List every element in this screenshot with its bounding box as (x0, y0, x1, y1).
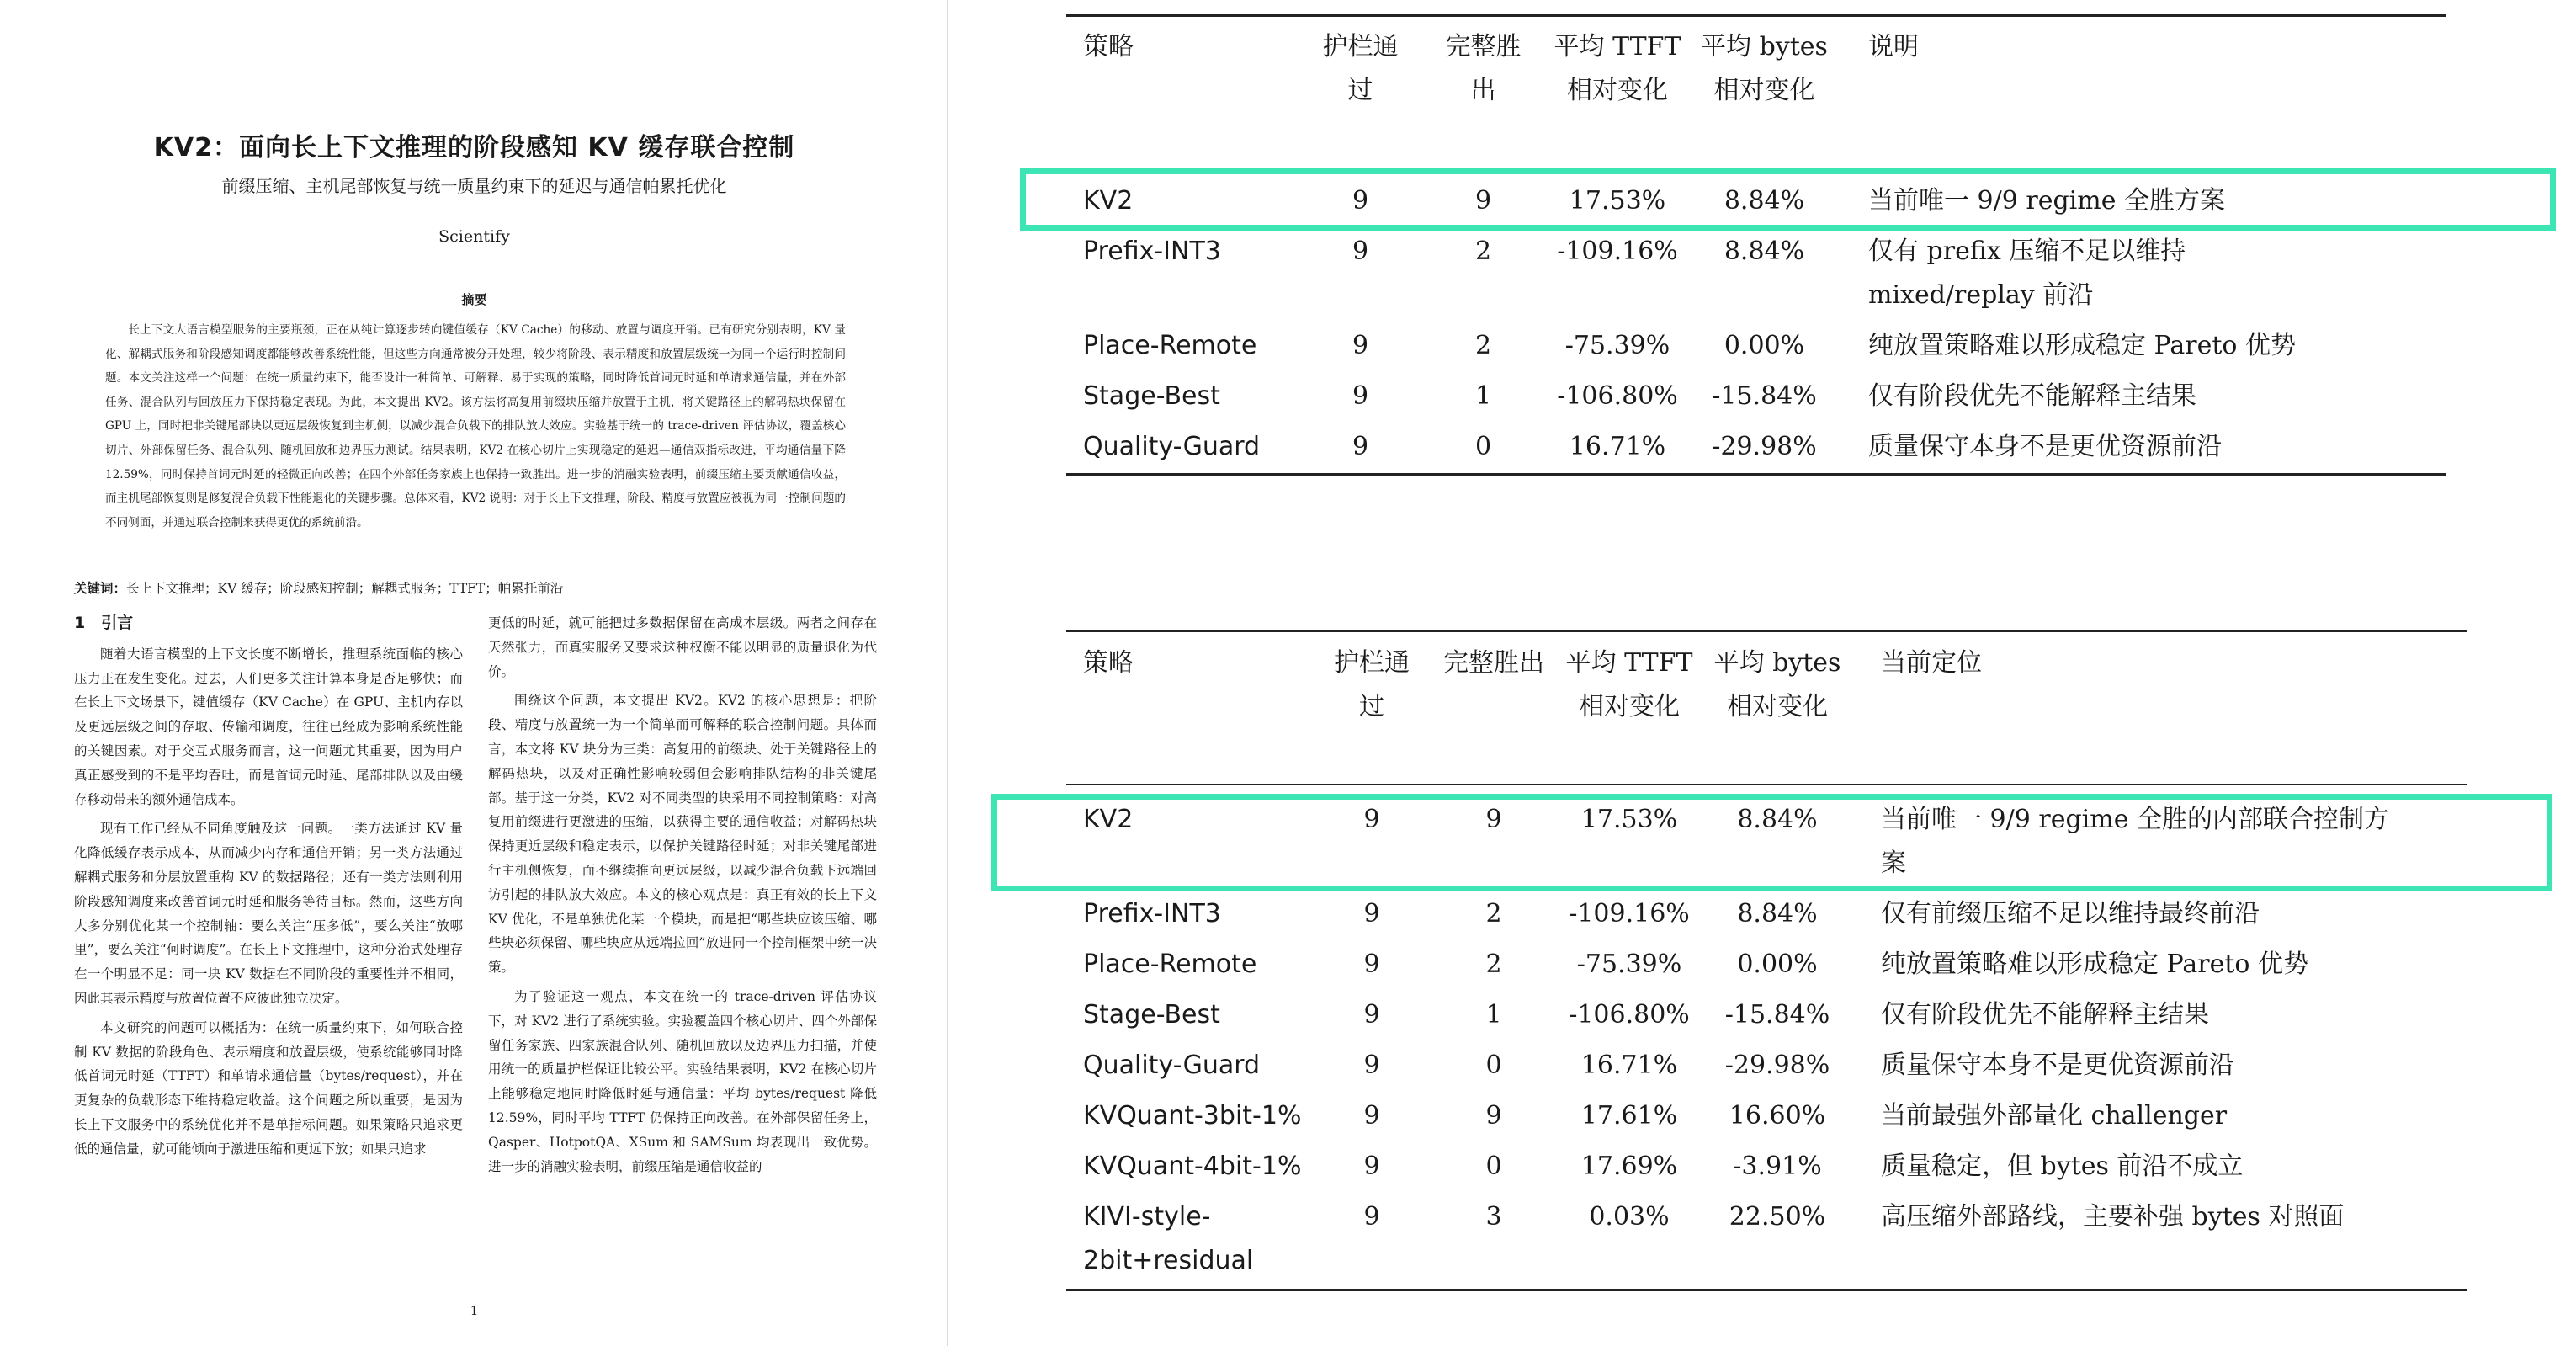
cell-ttft: -109.16% (1569, 899, 1690, 928)
cell-strategy: KIVI-style-2bit+residual (1083, 1202, 1254, 1275)
cell-wins: 9 (1485, 805, 1502, 834)
cell-strategy: Prefix-INT3 (1083, 899, 1221, 928)
cell-guard: 9 (1363, 950, 1380, 979)
abstract-heading: 摘要 (461, 292, 487, 307)
cell-bytes: 8.84% (1724, 186, 1805, 215)
cell-strategy: Stage-Best (1083, 1000, 1220, 1029)
cell-ttft: 17.53% (1569, 186, 1666, 215)
cell-guard: 9 (1352, 432, 1369, 461)
cell-guard: 9 (1363, 1152, 1380, 1181)
cell-wins: 9 (1485, 1101, 1502, 1131)
cell-guard: 9 (1363, 1000, 1380, 1029)
table2-top-rule (1066, 630, 2467, 632)
cell-bytes: 16.60% (1729, 1101, 1826, 1131)
cell-position: 仅有阶段优先不能解释主结果 (1881, 1000, 2209, 1029)
paragraph: 更低的时延，就可能把过多数据保留在高成本层级。两者之间存在天然张力，而真实服务又要求这种权衡不能以明显的质量退化为代价。 (488, 615, 877, 679)
cell-wins: 2 (1485, 950, 1502, 979)
cell-position: 仅有前缀压缩不足以维持最终前沿 (1881, 899, 2260, 928)
highlight-box-kv2-table2 (991, 794, 2552, 891)
highlight-box-kv2-table1 (1020, 168, 2556, 231)
table1-top-rule (1066, 14, 2446, 17)
table2-header-ttft: 平均 TTFT 相对变化 (1565, 648, 1693, 721)
cell-note: 当前唯一 9/9 regime 全胜方案 (1868, 186, 2225, 215)
cell-strategy: KV2 (1083, 805, 1134, 834)
cell-bytes: 0.00% (1724, 331, 1805, 360)
table2-mid-rule (1066, 784, 2467, 785)
cell-bytes: 8.84% (1737, 805, 1818, 834)
table-row (1083, 993, 2455, 1044)
paragraph: 随着大语言模型的上下文长度不断增长，推理系统面临的核心压力正在发生变化。过去，人们更多关注计算本身是否足够快；而在长上下文场景下，键值缓存（KV Cache）在 GPU、主机内存以及更远层级之间的存取、传输和调度，往往已经成为影响系统性能的关键因素。对于交互式服务而言，这一问题尤其重要，因为用户真正感受到的不是平均吞吐，而是首词元时延、尾部排队以及由缓存移动带来的额外通信成本。 (74, 646, 463, 807)
cell-guard: 9 (1352, 331, 1369, 360)
table2-header-position: 当前定位 (1881, 648, 1982, 678)
cell-bytes: -15.84% (1724, 1000, 1830, 1029)
cell-guard: 9 (1363, 805, 1380, 834)
table-row (1083, 230, 2430, 324)
table1-header-note: 说明 (1868, 32, 1919, 61)
cell-position: 质量稳定，但 bytes 前沿不成立 (1881, 1152, 2244, 1181)
paper-column-left (74, 611, 463, 1167)
cell-wins: 2 (1485, 899, 1502, 928)
cell-wins: 2 (1474, 237, 1492, 266)
table-row (1083, 943, 2455, 993)
table-row (1083, 892, 2455, 943)
cell-ttft: 17.69% (1580, 1152, 1678, 1181)
cell-bytes: -29.98% (1712, 432, 1817, 461)
paper-subtitle: 前缀压缩、主机尾部恢复与统一质量约束下的延迟与通信帕累托优化 (221, 176, 727, 196)
table-row (1083, 1044, 2455, 1094)
cell-position: 当前最强外部量化 challenger (1881, 1101, 2228, 1131)
cell-note: 仅有 prefix 压缩不足以维持 mixed/replay 前沿 (1868, 237, 2186, 310)
cell-ttft: -75.39% (1576, 950, 1682, 979)
cell-position: 质量保守本身不是更优资源前沿 (1881, 1051, 2234, 1080)
paragraph: 现有工作已经从不同角度触及这一问题。一类方法通过 KV 量化降低缓存表示成本，从而减少内存和通信开销；另一类方法通过解耦式服务和分层放置重构 KV 的数据路径；还有一类方法则利用阶段感知调度来改善首词元时延和服务等待目标。然而，这些方向大多分别优化某一个控制轴：要么关注“压多低”，要么关注“放哪里”，要么关注“何时调度”。在长上下文推理中，这种分治式处理存在一个明显不足：同一块 KV 数据在不同阶段的重要性并不相同，因此其表示精度与放置位置不应彼此独立决定。 (74, 821, 463, 1006)
paper-page (0, 0, 948, 1346)
cell-wins: 3 (1485, 1202, 1502, 1232)
cell-ttft: -106.80% (1569, 1000, 1690, 1029)
cell-wins: 9 (1474, 186, 1492, 215)
section-heading: 1 引言 (74, 614, 134, 632)
cell-note: 纯放置策略难以形成稳定 Pareto 优势 (1868, 331, 2297, 360)
cell-guard: 9 (1363, 1101, 1380, 1131)
cell-bytes: -15.84% (1712, 381, 1817, 411)
cell-strategy: Stage-Best (1083, 381, 1220, 411)
cell-ttft: 0.03% (1589, 1202, 1670, 1232)
cell-wins: 1 (1474, 381, 1492, 411)
paragraph: 围绕这个问题，本文提出 KV2。KV2 的核心思想是：把阶段、精度与放置统一为一个简单而可解释的联合控制问题。具体而言，本文将 KV 块分为三类：高复用的前缀块、处于关键路径上的解码热块，以及对正确性影响较弱但会影响排队结构的非关键尾部。基于这一分类，KV2 对不同类型的块采用不同控制策略：对高复用前缀进行更激进的压缩，以获得主要的通信收益；对解码热块保持更近层级和稳定表示，以保护关键路径时延；对非关键尾部进行主机侧恢复，而不继续推向更远层级，以减少混合负载下远端回访引起的排队放大效应。本文的核心观点是：真正有效的长上下文 KV 优化，不是单独优化某一个模块，而是把“哪些块应该压缩、哪些块必须保留、哪些块应从远端拉回”放进同一个控制框架中统一决策。 (488, 693, 877, 976)
cell-wins: 1 (1485, 1000, 1502, 1029)
table-row (1083, 1094, 2455, 1145)
cell-guard: 9 (1363, 1051, 1380, 1080)
cell-bytes: -3.91% (1733, 1152, 1822, 1181)
cell-strategy: KVQuant-4bit-1% (1083, 1152, 1302, 1181)
cell-note: 仅有阶段优先不能解释主结果 (1868, 381, 2196, 411)
cell-wins: 2 (1474, 331, 1492, 360)
cell-strategy: Place-Remote (1083, 331, 1257, 360)
cell-ttft: 17.53% (1580, 805, 1678, 834)
cell-position: 当前唯一 9/9 regime 全胜的内部联合控制方案 (1881, 805, 2389, 878)
cell-strategy: Place-Remote (1083, 950, 1257, 979)
cell-bytes: -29.98% (1724, 1051, 1830, 1080)
table-row (1083, 375, 2430, 425)
abstract-body: 长上下文大语言模型服务的主要瓶颈，正在从纯计算逐步转向键值缓存（KV Cache）的移动、放置与调度开销。已有研究分别表明，KV 量化、解耦式服务和阶段感知调度都能够改善系统性能，但这些方向通常被分开处理，较少将阶段、表示精度和放置层级统一为同一个运行时控制问题。本文关注这样一个问题：在统一质量约束下，能否设计一种简单、可解释、易于实现的策略，同时降低首词元时延和单请求通信量，并在外部任务、混合队列与回放压力下保持稳定表现。为此，本文提出 KV2。该方法将高复用前缀块压缩并放置于主机，将关键路径上的解码热块保留在 GPU 上，同时把非关键尾部块以更远层级恢复到主机侧，以减少混合负载下的排队放大效应。实验基于统一的 trace-driven 评估协议，覆盖核心切片、外部保留任务、混合队列、随机回放和边界压力测试。结果表明，KV2 在核心切片上实现稳定的延迟—通信双指标改进，平均通信量下降 12.59%，同时保持首词元时延的轻微正向改善；在四个外部任务家族上也保持一致胜出。进一步的消融实验表明，前缀压缩主要贡献通信收益，而主机尾部恢复则是修复混合负载下性能退化的关键步骤。总体来看，KV2 说明：对于长上下文推理，阶段、精度与放置应被视为同一控制问题的不同侧面，并通过联合控制来获得更优的系统前沿。 (105, 323, 846, 529)
cell-guard: 9 (1363, 1202, 1380, 1232)
cell-guard: 9 (1352, 237, 1369, 266)
keywords-text: 长上下文推理；KV 缓存；阶段感知控制；解耦式服务；TTFT；帕累托前沿 (126, 581, 564, 596)
cell-ttft: -109.16% (1557, 237, 1678, 266)
cell-wins: 0 (1485, 1051, 1502, 1080)
keywords (74, 578, 874, 597)
cell-strategy: Quality-Guard (1083, 1051, 1261, 1080)
cell-position: 纯放置策略难以形成稳定 Pareto 优势 (1881, 950, 2309, 979)
table1-header-guard: 护栏通过 (1322, 32, 1399, 105)
table2-bottom-rule (1066, 1289, 2467, 1291)
cell-strategy: Quality-Guard (1083, 432, 1261, 461)
cell-ttft: -106.80% (1557, 381, 1678, 411)
table1-header-strategy: 策略 (1083, 32, 1134, 61)
paragraph: 本文研究的问题可以概括为：在统一质量约束下，如何联合控制 KV 数据的阶段角色、表示精度和放置层级，使系统能够同时降低首词元时延（TTFT）和单请求通信量（bytes/request），并在更复杂的负载形态下维持稳定收益。这个问题之所以重要，是因为长上下文服务中的系统优化并不是单指标问题。如果策略只追求更低的通信量，就可能倾向于激进压缩和更远下放；如果只追求 (74, 1019, 463, 1157)
cell-guard: 9 (1352, 186, 1369, 215)
cell-wins: 0 (1485, 1152, 1502, 1181)
paper-title: KV2：面向长上下文推理的阶段感知 KV 缓存联合控制 (153, 133, 795, 162)
paper-author: Scientify (438, 227, 510, 246)
cell-strategy: KV2 (1083, 186, 1134, 215)
table1-header-bytes: 平均 bytes 相对变化 (1701, 32, 1828, 105)
cell-bytes: 8.84% (1724, 237, 1805, 266)
cell-note: 质量保守本身不是更优资源前沿 (1868, 432, 2222, 461)
table2-header-bytes: 平均 bytes 相对变化 (1713, 648, 1841, 721)
table2-header-guard: 护栏通过 (1334, 648, 1410, 721)
cell-bytes: 0.00% (1737, 950, 1818, 979)
table1-bottom-rule (1066, 473, 2446, 476)
table1-header (1083, 25, 2430, 113)
paper-column-right (488, 611, 877, 1184)
table-row (1083, 425, 2430, 474)
table1-header-wins: 完整胜出 (1445, 32, 1522, 105)
table1-header-ttft: 平均 TTFT 相对变化 (1554, 32, 1681, 105)
page-number: 1 (470, 1303, 479, 1318)
cell-guard: 9 (1352, 381, 1369, 411)
cell-ttft: 17.61% (1580, 1101, 1678, 1131)
table2-header-wins: 完整胜出 (1443, 648, 1544, 678)
table-row (1083, 1195, 2455, 1288)
cell-wins: 0 (1474, 432, 1492, 461)
cell-ttft: 16.71% (1569, 432, 1666, 461)
table2-header (1083, 641, 2455, 729)
cell-position: 高压缩外部路线，主要补强 bytes 对照面 (1881, 1202, 2345, 1232)
cell-guard: 9 (1363, 899, 1380, 928)
table2-header-strategy: 策略 (1083, 648, 1134, 678)
cell-ttft: 16.71% (1580, 1051, 1678, 1080)
paragraph: 为了验证这一观点，本文在统一的 trace-driven 评估协议下，对 KV2 进行了系统实验。实验覆盖四个核心切片、四个外部保留任务家族、四家族混合队列、随机回放以及边界压力扫描，并使用统一的质量护栏保证比较公平。实验结果表明，KV2 在核心切片上能够稳定地同时降低时延与通信量：平均 bytes/request 降低 12.59%，同时平均 TTFT 仍保持正向改善。在外部保留任务上，Qasper、HotpotQA、XSum 和 SAMSum 均表现出一致优势。进一步的消融实验表明，前缀压缩是通信收益的 (488, 988, 877, 1174)
cell-strategy: Prefix-INT3 (1083, 237, 1221, 266)
table-row (1083, 324, 2430, 375)
cell-bytes: 22.50% (1729, 1202, 1826, 1232)
table-row (1083, 1145, 2455, 1195)
cell-ttft: -75.39% (1564, 331, 1670, 360)
cell-strategy: KVQuant-3bit-1% (1083, 1101, 1302, 1131)
keywords-label: 关键词： (74, 580, 127, 596)
cell-bytes: 8.84% (1737, 899, 1818, 928)
